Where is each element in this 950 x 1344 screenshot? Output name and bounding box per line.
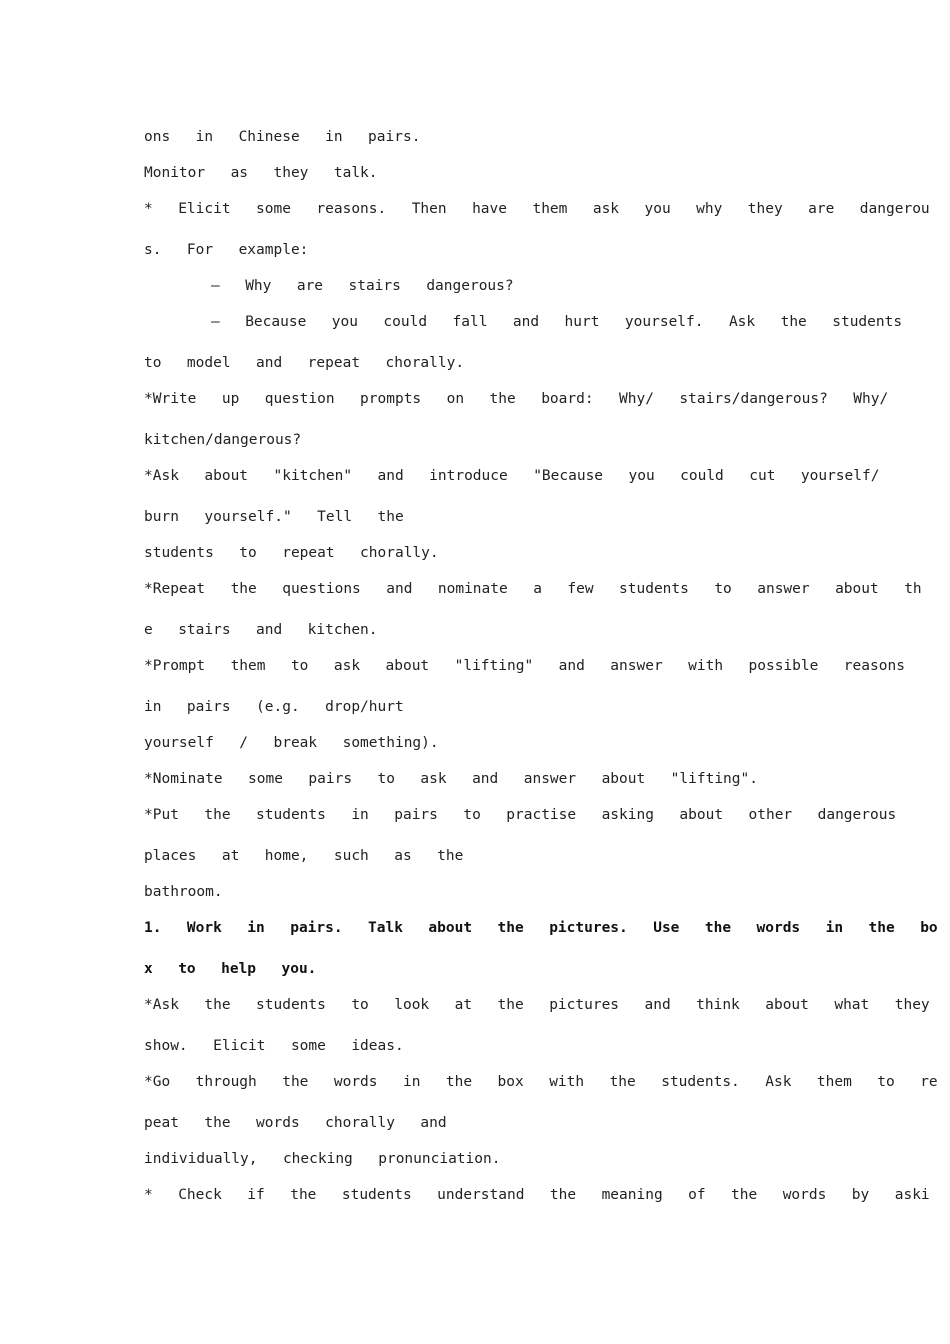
text-line: *Ask about "kitchen" and introduce "Because you could cut yourself/ (144, 468, 880, 484)
text-line: *Nominate some pairs to ask and answer about "lifting". (144, 771, 758, 787)
text-line: bathroom. (144, 884, 223, 900)
text-line: to model and repeat chorally. (144, 355, 465, 371)
text-line: e stairs and kitchen. (144, 622, 378, 638)
text-line: ons in Chinese in pairs. (144, 129, 421, 145)
section-heading: x to help you. (144, 961, 317, 977)
text-line: *Put the students in pairs to practise asking about other dangerous (144, 807, 897, 823)
text-line: s. For example: (144, 242, 309, 258)
text-line: students to repeat chorally. (144, 545, 439, 561)
text-line: yourself / break something). (144, 735, 439, 751)
text-line: *Prompt them to ask about "lifting" and answer with possible reasons (144, 658, 905, 674)
text-line: *Ask the students to look at the pictures and think about what they (144, 997, 930, 1013)
text-line: peat the words chorally and (144, 1115, 447, 1131)
text-line: Monitor as they talk. (144, 165, 378, 181)
text-line: burn yourself." Tell the (144, 509, 404, 525)
text-line: *Go through the words in the box with the students. Ask them to re (144, 1074, 938, 1090)
section-heading: 1. Work in pairs. Talk about the pictures. Use the words in the bo (144, 920, 938, 936)
text-line: kitchen/dangerous? (144, 432, 302, 448)
text-line: places at home, such as the (144, 848, 464, 864)
dialogue-line: — Because you could fall and hurt yourself. Ask the students (211, 314, 903, 330)
text-line: *Write up question prompts on the board: Why/ stairs/dangerous? Why/ (144, 391, 889, 407)
text-line: in pairs (e.g. drop/hurt (144, 699, 404, 715)
text-line: individually, checking pronunciation. (144, 1151, 501, 1167)
text-line: *Repeat the questions and nominate a few students to answer about th (144, 581, 922, 597)
text-line: show. Elicit some ideas. (144, 1038, 404, 1054)
text-line: * Elicit some reasons. Then have them ask you why they are dangerou (144, 201, 930, 217)
dialogue-line: — Why are stairs dangerous? (211, 278, 514, 294)
text-line: * Check if the students understand the meaning of the words by aski (144, 1187, 930, 1203)
